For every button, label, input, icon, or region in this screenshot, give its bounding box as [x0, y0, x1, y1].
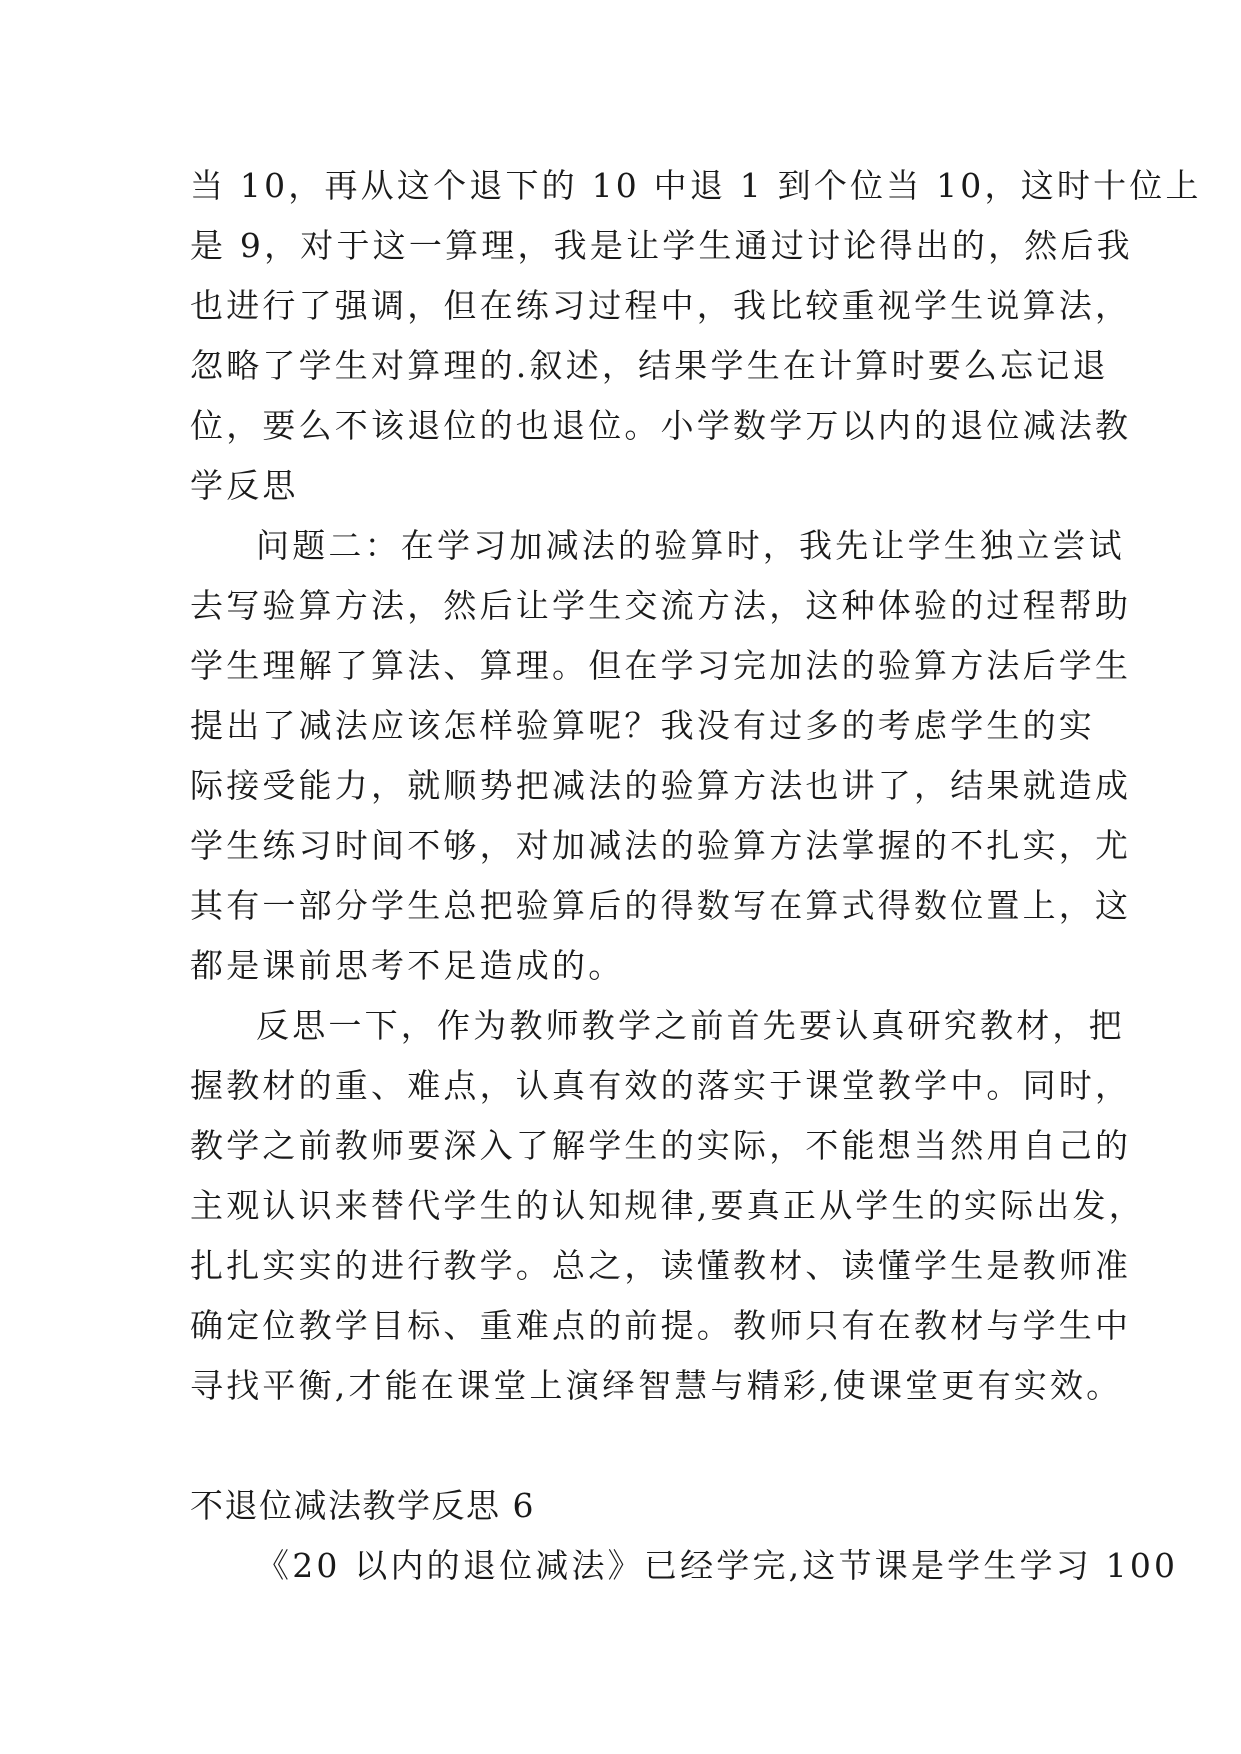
text-line: 提出了减法应该怎样验算呢？我没有过多的考虑学生的实: [190, 706, 1095, 745]
section-heading: 不退位减法教学反思 6: [190, 1486, 535, 1525]
text-line: 寻找平衡,才能在课堂上演绎智慧与精彩,使课堂更有实效。: [190, 1366, 1123, 1405]
text-line: 主观认识来替代学生的认知规律,要真正从学生的实际出发，: [190, 1186, 1145, 1225]
text-line: 际接受能力，就顺势把减法的验算方法也讲了，结果就造成: [190, 766, 1132, 805]
text-line: 确定位教学目标、重难点的前提。教师只有在教材与学生中: [190, 1306, 1132, 1345]
text-line: 其有一部分学生总把验算后的得数写在算式得数位置上，这: [190, 886, 1132, 925]
text-line: 也进行了强调，但在练习过程中，我比较重视学生说算法，: [190, 286, 1132, 325]
text-line: 位，要么不该退位的也退位。小学数学万以内的退位减法教: [190, 406, 1132, 445]
text-line: 教学之前教师要深入了解学生的实际，不能想当然用自己的: [190, 1126, 1132, 1165]
text-line: 学反思: [190, 466, 299, 505]
text-line: 是 9，对于这一算理，我是让学生通过讨论得出的，然后我: [190, 226, 1133, 265]
text-line: 去写验算方法，然后让学生交流方法，这种体验的过程帮助: [190, 586, 1132, 625]
text-line: 《20 以内的退位减法》已经学完,这节课是学生学习 100: [256, 1546, 1179, 1585]
text-line: 扎扎实实的进行教学。总之，读懂教材、读懂学生是教师准: [190, 1246, 1132, 1285]
text-line: 当 10，再从这个退下的 10 中退 1 到个位当 10，这时十位上: [190, 166, 1202, 205]
text-line: 都是课前思考不足造成的。: [190, 946, 625, 985]
text-line: 反思一下，作为教师教学之前首先要认真研究教材，把: [256, 1006, 1125, 1045]
text-line: 学生理解了算法、算理。但在学习完加法的验算方法后学生: [190, 646, 1132, 685]
text-line: 忽略了学生对算理的.叙述，结果学生在计算时要么忘记退: [190, 346, 1109, 385]
text-line: 问题二：在学习加减法的验算时，我先让学生独立尝试: [256, 526, 1125, 565]
text-line: 握教材的重、难点，认真有效的落实于课堂教学中。同时，: [190, 1066, 1132, 1105]
text-line: 学生练习时间不够，对加减法的验算方法掌握的不扎实，尤: [190, 826, 1132, 865]
